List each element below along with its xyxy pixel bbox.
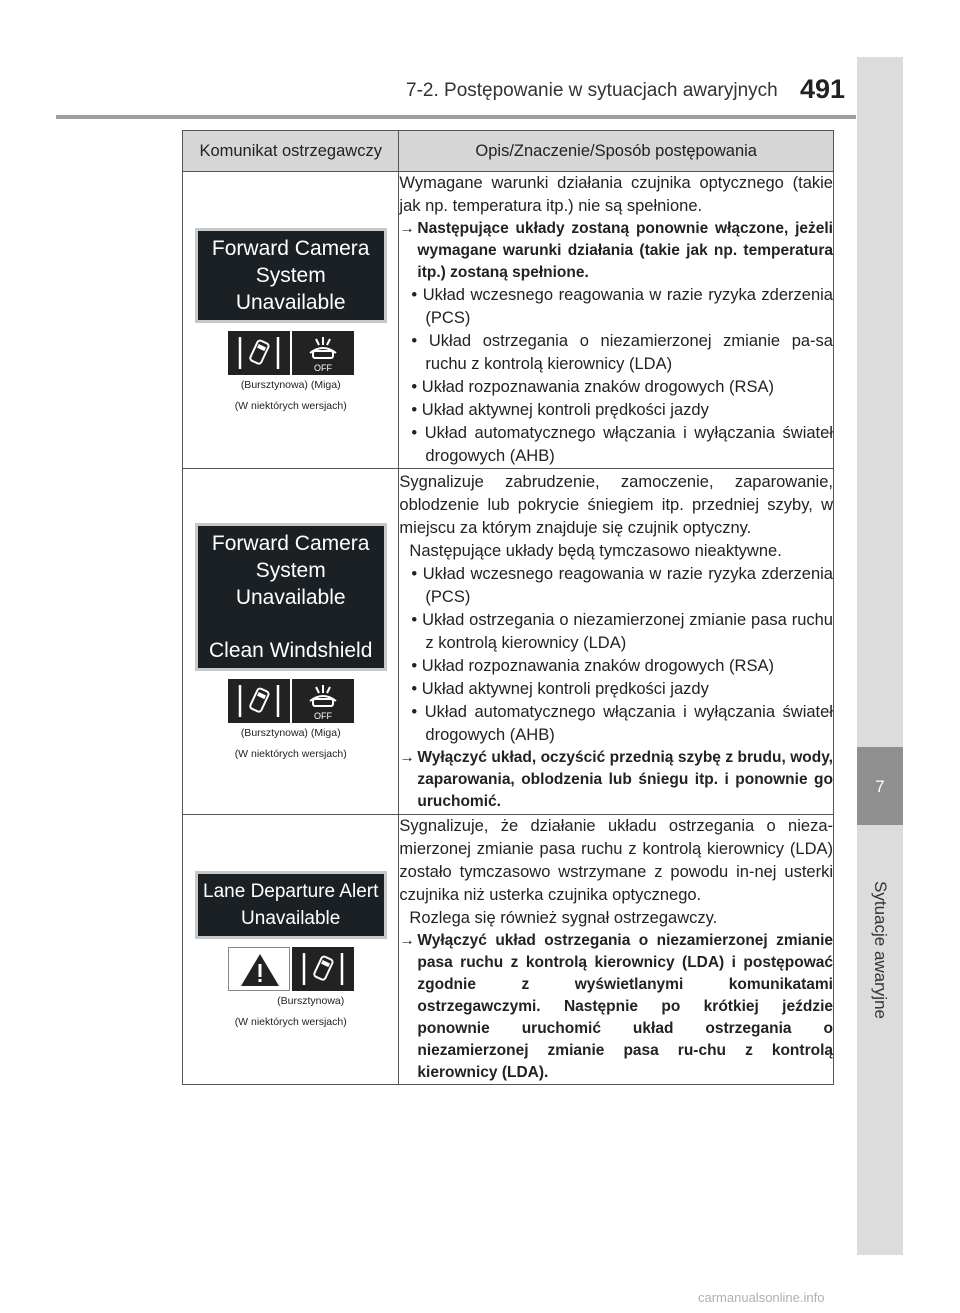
description-text: Wymagane warunki działania czujnika optycznego (takie jak np. temperatura itp.) nie są spełnione. [399, 174, 833, 215]
table-row [183, 172, 834, 469]
col-header-message: Komunikat ostrzegawczy [183, 131, 399, 172]
panel-line: Forward Camera [211, 237, 370, 260]
panel-line: Unavailable [241, 908, 341, 929]
panel-line: Lane Departure Alert [203, 881, 379, 902]
list-item: • Układ aktywnej kontroli prędkości jazdy [411, 678, 833, 701]
message-cell [183, 172, 399, 469]
caption-versions: (W niektórych wersjach) [234, 1016, 347, 1028]
caption-versions: (W niektórych wersjach) [234, 400, 347, 412]
action-text: → Wyłączyć układ ostrzegania o niezamierzonej zmianie pasa ruchu z kontrolą kierownicy (LDA) i postępować zgodnie z wyświetlanymi komunikatami ostrzegawczymi. Następnie po krótkiej jeździe ponownie uruchomić układ ostrzegania o niezamierzonej zmianie pasa ru-chu z kontrolą kierownicy (LDA). [399, 932, 833, 1081]
list-item: • Układ automatycznego włączania i wyłączania świateł drogowych (AHB) [411, 701, 833, 747]
page-number: 491 [800, 74, 846, 104]
warning-table [182, 130, 834, 1085]
panel-spacer [198, 611, 384, 637]
description-cell [399, 469, 834, 815]
list-item: • Układ ostrzegania o niezamierzonej zmianie pa-sa ruchu z kontrolą kierownicy (LDA) [411, 330, 833, 376]
table-row [183, 815, 834, 1085]
description-subtext: Następujące układy będą tymczasowo nieaktywne. [409, 541, 782, 560]
table-row [183, 469, 834, 815]
description-cell [399, 815, 834, 1085]
caption-versions: (W niektórych wersjach) [234, 748, 347, 760]
description-subtext: Rozlega się również sygnał ostrzegawczy. [409, 909, 718, 927]
caption-colors: (Bursztynowa) (Miga) [240, 379, 341, 391]
message-cell [183, 469, 399, 815]
list-item: • Układ rozpoznawania znaków drogowych (RSA) [411, 655, 833, 678]
panel-line: System [255, 264, 326, 287]
lane-departure-icon [292, 947, 354, 991]
pcs-off-icon [292, 679, 354, 723]
display-panel [195, 523, 387, 671]
action-text: → Następujące układy zostaną ponownie włączone, jeżeli wymagane warunki działania (takie jak np. temperatura itp.) zostaną spełnione. [399, 220, 833, 281]
list-item: • Układ wczesnego reagowania w razie ryzyka zderzenia (PCS) [411, 284, 833, 330]
svg-text:OFF: OFF [313, 363, 332, 373]
panel-line: System [255, 559, 326, 582]
list-item: • Układ ostrzegania o niezamierzonej zmianie pasa ruchu z kontrolą kierownicy (LDA) [411, 609, 833, 655]
lane-departure-icon [228, 679, 290, 723]
watermark: carmanualsonline.info [698, 1290, 825, 1305]
col-header-description: Opis/Znaczenie/Sposób postępowania [399, 131, 834, 172]
action-text: → Wyłączyć układ, oczyścić przednią szybę z brudu, wody, zaparowania, oblodzenia lub śniegu itp. i ponownie go uruchomić. [399, 748, 833, 810]
header-rule [56, 115, 856, 119]
description-cell [399, 172, 834, 469]
affected-systems-list [399, 563, 833, 747]
svg-text:OFF: OFF [313, 711, 332, 721]
list-item: • Układ rozpoznawania znaków drogowych (RSA) [411, 376, 833, 399]
description-text: Sygnalizuje, że działanie układu ostrzegania o nieza-mierzonej zmianie pasa ruchu z kontrolą kierownicy (LDA) zostało tymczasowo wstrzymane z powodu in-nej usterki czujnika niż usterka czujnika optycznego. [399, 817, 833, 904]
panel-line: Forward Camera [211, 532, 370, 555]
list-item: • Układ wczesnego reagowania w razie ryzyka zderzenia (PCS) [411, 563, 833, 609]
side-strip-top [857, 57, 903, 747]
panel-line: Unavailable [235, 586, 346, 609]
panel-line: Unavailable [235, 291, 346, 314]
warning-triangle-icon [228, 947, 290, 991]
display-panel [195, 871, 387, 939]
display-panel [195, 228, 387, 323]
description-text: Sygnalizuje zabrudzenie, zamoczenie, zaparowanie, oblodzenie lub pokrycie śniegiem itp. przedniej szyby, w miejscu za którym znajduje się czujnik optyczny. [399, 472, 833, 537]
caption-colors: (Bursztynowa) (Miga) [240, 727, 341, 739]
chapter-label: Sytuacje awaryjne [871, 881, 890, 1019]
header-title: 7-2. Postępowanie w sytuacjach awaryjnych [406, 80, 778, 101]
message-cell [183, 815, 399, 1085]
pcs-off-icon [292, 331, 354, 375]
list-item: • Układ automatycznego włączania i wyłączania świateł drogowych (AHB) [411, 422, 833, 468]
list-item: • Układ aktywnej kontroli prędkości jazdy [411, 399, 833, 422]
caption-colors: (Bursztynowa) [277, 995, 345, 1007]
chapter-number: 7 [875, 777, 885, 796]
panel-line: Clean Windshield [208, 639, 373, 662]
affected-systems-list [399, 284, 833, 468]
chapter-tab [857, 747, 903, 825]
lane-departure-icon [228, 331, 290, 375]
